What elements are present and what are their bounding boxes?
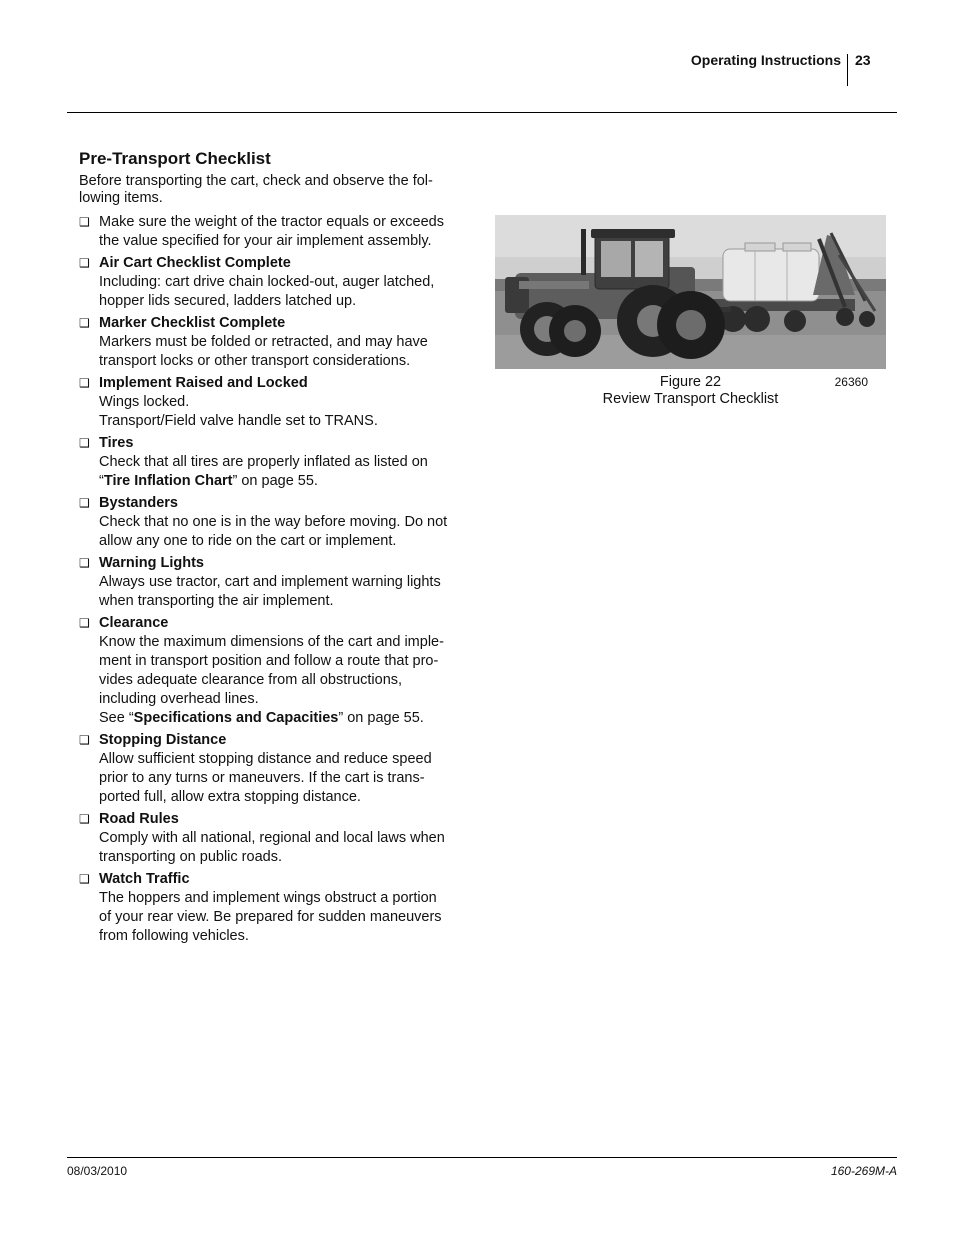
checklist-item-body xyxy=(99,453,471,491)
checklist-item-title: Warning Lights xyxy=(99,555,204,571)
text-run: Know the maximum dimensions of the cart and imple- xyxy=(99,634,444,650)
text-run: including overhead lines. xyxy=(99,691,259,707)
checkbox-icon: ❑ xyxy=(79,872,90,886)
checklist-column xyxy=(79,148,471,949)
checkbox-icon: ❑ xyxy=(79,556,90,570)
checklist-item-title: Road Rules xyxy=(99,811,179,827)
checklist-item-line xyxy=(99,889,471,908)
checklist-item-body xyxy=(99,889,471,946)
checklist-item-title: Clearance xyxy=(99,615,169,631)
checklist-item xyxy=(79,870,471,946)
text-run: Check that all tires are properly inflated as listed on xyxy=(99,454,428,470)
figure-part-number: 26360 xyxy=(834,375,868,389)
checklist-item-line xyxy=(99,292,471,311)
checklist-item-title: Implement Raised and Locked xyxy=(99,375,308,391)
checklist-item-line xyxy=(99,273,471,292)
checklist-item-title: Stopping Distance xyxy=(99,732,227,748)
checkbox-icon: ❑ xyxy=(79,215,90,229)
checklist-item-title: Bystanders xyxy=(99,495,178,511)
intro-line: Before transporting the cart, check and observe the fol- xyxy=(79,173,433,189)
text-run: Allow sufficient stopping distance and reduce speed xyxy=(99,751,432,767)
text-run: Wings locked. xyxy=(99,394,190,410)
text-run: prior to any turns or maneuvers. If the cart is trans- xyxy=(99,770,425,786)
text-run: hopper lids secured, ladders latched up. xyxy=(99,293,357,309)
checkbox-icon: ❑ xyxy=(79,436,90,450)
text-run: allow any one to ride on the cart or implement. xyxy=(99,533,397,549)
checklist-item-body xyxy=(99,750,471,807)
text-run: transporting on public roads. xyxy=(99,849,282,865)
text-run: ported full, allow extra stopping distance. xyxy=(99,789,361,805)
text-run: ” on page 55. xyxy=(232,473,318,489)
header-rule xyxy=(67,112,897,113)
text-run: when transporting the air implement. xyxy=(99,593,334,609)
checklist-item-body xyxy=(99,573,471,611)
checklist-item-line xyxy=(99,908,471,927)
checklist-item-line xyxy=(99,788,471,807)
checklist-item-title: Watch Traffic xyxy=(99,871,190,887)
header-divider xyxy=(847,54,848,86)
footer-rule xyxy=(67,1157,897,1158)
reference-link-text: Specifications and Capacities xyxy=(133,710,339,726)
reference-link-text: Tire Inflation Chart xyxy=(103,473,233,489)
checklist-item-line xyxy=(99,848,471,867)
text-run: ” on page 55. xyxy=(338,710,424,726)
checkbox-icon: ❑ xyxy=(79,616,90,630)
checkbox-icon: ❑ xyxy=(79,256,90,270)
text-run: Check that no one is in the way before moving. Do not xyxy=(99,514,448,530)
checklist-item-line xyxy=(99,652,471,671)
text-run: The hoppers and implement wings obstruct a portion xyxy=(99,890,437,906)
section-heading: Pre-Transport Checklist xyxy=(79,149,271,168)
checklist-item xyxy=(79,374,471,431)
checklist-item-line xyxy=(99,709,471,728)
text-run: Make sure the weight of the tractor equals or exceeds xyxy=(99,214,444,230)
text-run: transport locks or other transport considerations. xyxy=(99,353,411,369)
text-run: See “ xyxy=(99,710,134,726)
checklist-item xyxy=(79,614,471,728)
checklist-item-line xyxy=(99,232,471,251)
checklist-item-line xyxy=(99,513,471,532)
checklist-item-line xyxy=(99,213,471,232)
checklist-item xyxy=(79,314,471,371)
checklist-item-line xyxy=(99,573,471,592)
footer-doc-number: 160-269M-A xyxy=(830,1164,897,1178)
running-header-section-title: Operating Instructions xyxy=(690,52,841,68)
figure-caption-text: Review Transport Checklist xyxy=(602,391,779,407)
text-run: from following vehicles. xyxy=(99,928,249,944)
checkbox-icon: ❑ xyxy=(79,733,90,747)
checklist-item-body xyxy=(99,333,471,371)
text-run: of your rear view. Be prepared for sudden maneuvers xyxy=(99,909,442,925)
checklist-item-body xyxy=(99,829,471,867)
checklist-item-line xyxy=(99,829,471,848)
checklist-item-line xyxy=(99,352,471,371)
text-run: Transport/Field valve handle set to TRANS. xyxy=(99,413,378,429)
text-run: Always use tractor, cart and implement warning lights xyxy=(99,574,441,590)
checklist-item-body xyxy=(99,273,471,311)
intro-line: lowing items. xyxy=(79,190,163,206)
checklist-item xyxy=(79,254,471,311)
text-run: Including: cart drive chain locked-out, auger latched, xyxy=(99,274,435,290)
text-run: vides adequate clearance from all obstructions, xyxy=(99,672,403,688)
figure-caption xyxy=(495,374,886,408)
checkbox-icon: ❑ xyxy=(79,496,90,510)
checkbox-icon: ❑ xyxy=(79,812,90,826)
checklist-item-line xyxy=(99,333,471,352)
checklist-item-line xyxy=(99,690,471,709)
text-run: “ xyxy=(99,473,104,489)
checklist-item xyxy=(79,810,471,867)
checklist-item-title: Marker Checklist Complete xyxy=(99,315,286,331)
checklist-item-body xyxy=(99,513,471,551)
text-run: the value specified for your air implement assembly. xyxy=(99,233,432,249)
tractor-air-cart-photo xyxy=(495,215,886,369)
checklist-item-title: Tires xyxy=(99,435,134,451)
checkbox-icon: ❑ xyxy=(79,376,90,390)
checklist-item-body xyxy=(99,633,471,728)
footer-date: 08/03/2010 xyxy=(67,1164,128,1178)
checklist-item-line xyxy=(99,592,471,611)
checklist-item-line xyxy=(99,532,471,551)
checklist-item-body xyxy=(99,393,471,431)
checklist-item-body xyxy=(99,213,471,251)
checklist-item-line xyxy=(99,750,471,769)
checklist-item-line xyxy=(99,769,471,788)
figure-label: Figure 22 xyxy=(659,374,722,390)
text-run: ment in transport position and follow a route that pro- xyxy=(99,653,439,669)
checklist-item xyxy=(79,213,471,251)
text-run: Comply with all national, regional and local laws when xyxy=(99,830,445,846)
intro-paragraph xyxy=(79,173,471,207)
checklist-item xyxy=(79,731,471,807)
checklist-item-title: Air Cart Checklist Complete xyxy=(99,255,291,271)
checklist-item-line xyxy=(99,633,471,652)
checklist-item-line xyxy=(99,927,471,946)
text-run: Markers must be folded or retracted, and may have xyxy=(99,334,428,350)
checklist-item-line xyxy=(99,393,471,412)
checklist-item xyxy=(79,554,471,611)
checkbox-icon: ❑ xyxy=(79,316,90,330)
page-number: 23 xyxy=(855,52,871,68)
checklist-item xyxy=(79,434,471,491)
checklist-item-line xyxy=(99,671,471,690)
checklist-item-line xyxy=(99,472,471,491)
checklist xyxy=(79,213,471,946)
checklist-item-line xyxy=(99,412,471,431)
checklist-item xyxy=(79,494,471,551)
checklist-item-line xyxy=(99,453,471,472)
